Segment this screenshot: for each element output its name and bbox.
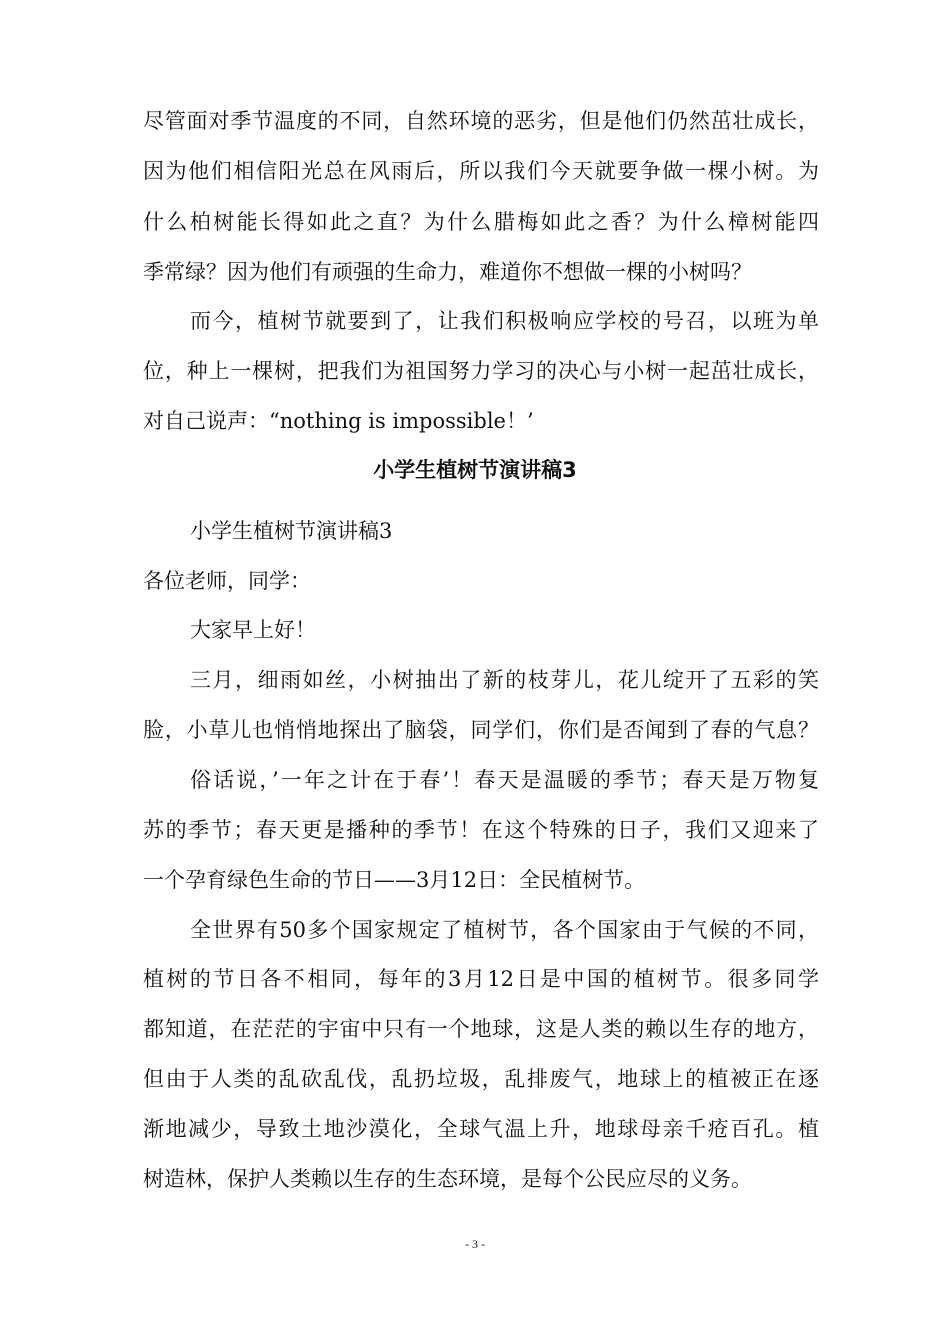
paragraph-line: 俗话说，’一年之计在于春’！春天是温暖的季节；春天是万物复: [190, 768, 819, 792]
paragraph-line: 位，种上一棵树，把我们为祖国努力学习的决心与小树一起茁壮成长，: [143, 359, 819, 383]
paragraph-line: 树造林，保护人类赖以生存的生态环境，是每个公民应尽的义务。: [143, 1167, 752, 1191]
paragraph-line: 但由于人类的乱砍乱伐，乱扔垃圾，乱排废气，地球上的植被正在逐: [143, 1067, 819, 1091]
paragraph-line: 全世界有50多个国家规定了植树节，各个国家由于气候的不同，: [190, 918, 819, 942]
paragraph-line: 苏的季节；春天更是播种的季节！在这个特殊的日子，我们又迎来了: [143, 818, 819, 842]
paragraph-line: 对自己说声：“nothing is impossible！’: [143, 409, 534, 433]
page-number: - 3 -: [465, 1237, 485, 1251]
paragraph-line: 一个孕育绿色生命的节日——3月12日：全民植树节。: [143, 868, 646, 892]
paragraph-line: 植树的节日各不相同，每年的3月12日是中国的植树节。很多同学: [143, 967, 819, 991]
paragraph-line: 尽管面对季节温度的不同，自然环境的恶劣，但是他们仍然茁壮成长，: [143, 109, 819, 133]
section-heading: 小学生植树节演讲稿3: [373, 458, 577, 482]
paragraph-line: 都知道，在茫茫的宇宙中只有一个地球，这是人类的赖以生存的地方，: [143, 1017, 819, 1041]
paragraph-line: 而今，植树节就要到了，让我们积极响应学校的号召，以班为单: [190, 309, 819, 333]
greeting-line: 大家早上好！: [190, 618, 316, 642]
paragraph-line: 三月，细雨如丝，小树抽出了新的枝芽儿，花儿绽开了五彩的笑: [190, 668, 819, 692]
paragraph-line: 季常绿？因为他们有顽强的生命力，难道你不想做一棵的小树吗？: [143, 260, 752, 284]
salutation-line: 各位老师，同学：: [143, 569, 311, 593]
paragraph-line: 脸，小草儿也悄悄地探出了脑袋，同学们，你们是否闻到了春的气息？: [143, 718, 819, 742]
paragraph-line: 渐地减少，导致土地沙漠化，全球气温上升，地球母亲千疮百孔。植: [143, 1117, 819, 1141]
paragraph-line: 因为他们相信阳光总在风雨后，所以我们今天就要争做一棵小树。为: [143, 159, 819, 183]
paragraph-line: 小学生植树节演讲稿3: [190, 519, 393, 543]
paragraph-line: 什么柏树能长得如此之直？为什么腊梅如此之香？为什么樟树能四: [143, 210, 819, 234]
